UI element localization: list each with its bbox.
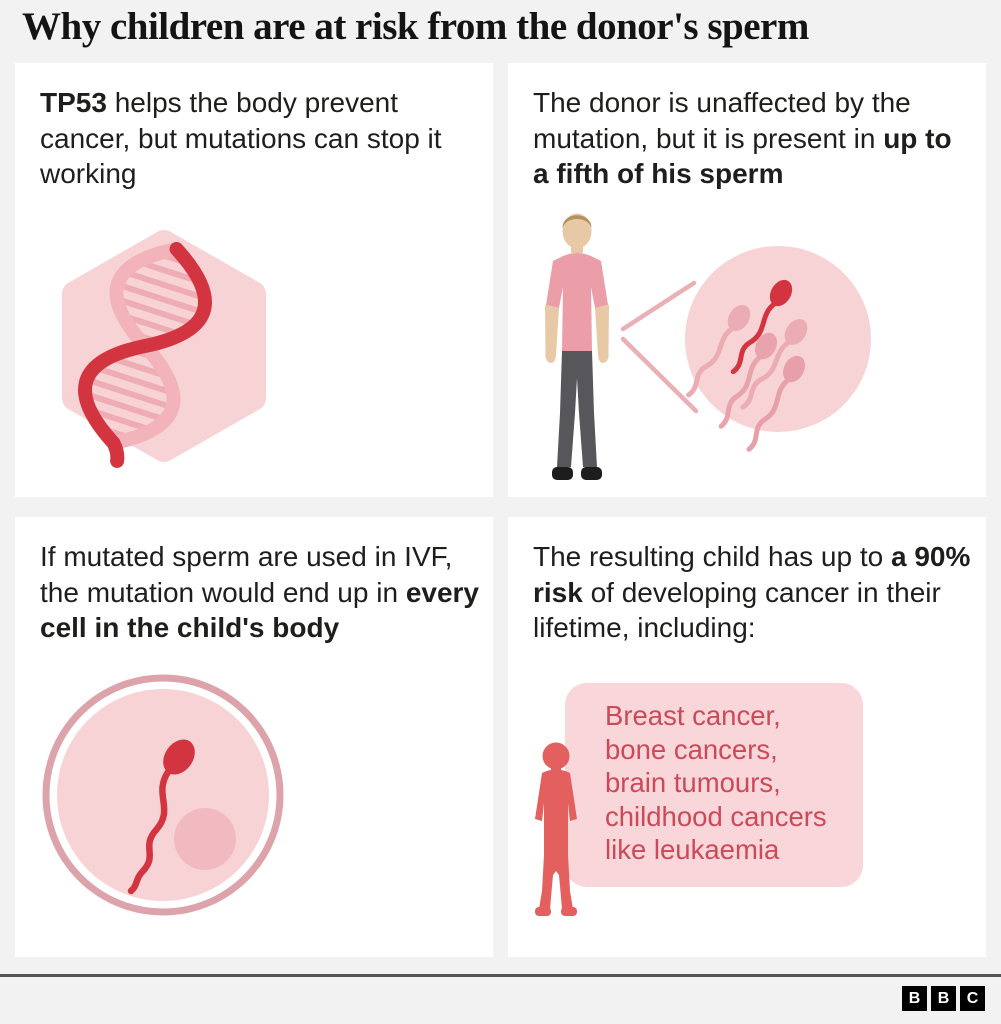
- panel-risk: [508, 517, 986, 957]
- bbc-logo-block-1: B: [902, 986, 927, 1011]
- panel-donor: [508, 63, 986, 497]
- tp53-plain-text: helps the body prevent cancer, but mutations can stop it working: [40, 87, 442, 190]
- cancer-line-4: childhood cancers: [605, 800, 827, 832]
- cancer-line-1: Breast cancer,: [605, 700, 781, 731]
- cancer-line-3: brain tumours,: [605, 767, 781, 799]
- bbc-logo-block-2: B: [931, 986, 956, 1011]
- cancer-line-5: like leukaemia: [605, 834, 780, 866]
- cancer-line-2: bone cancers,: [605, 733, 778, 765]
- page-title: Why children are at risk from the donor's sperm: [22, 5, 809, 48]
- bbc-logo: [902, 986, 985, 1011]
- risk-plain-text-1: The resulting child has up to: [533, 541, 891, 572]
- donor-bold-text: up to a fifth of his sperm: [533, 122, 952, 190]
- cancer-list: [605, 699, 827, 867]
- tp53-bold-text: TP53: [40, 87, 107, 118]
- bbc-logo-block-3: C: [960, 986, 985, 1011]
- child-figure-icon: [530, 741, 584, 919]
- panel-donor-text: [533, 85, 973, 192]
- donor-plain-text: The donor is unaffected by the mutation, but it is present in: [533, 87, 911, 154]
- panel-risk-text: [533, 539, 973, 646]
- panel-ivf-text: [40, 539, 480, 646]
- risk-bold-text: a 90% risk: [533, 541, 971, 608]
- panel-ivf: [15, 517, 493, 957]
- fertilisation-icon: [35, 667, 291, 923]
- dna-helix-icon: [48, 221, 280, 471]
- cancer-list-box: [565, 683, 863, 887]
- footer-divider: [0, 974, 1001, 977]
- ivf-plain-text: If mutated sperm are used in IVF, the mutation would end up in: [40, 541, 453, 608]
- panel-tp53-text: [40, 85, 480, 192]
- panel-tp53: [15, 63, 493, 497]
- ivf-bold-text: every cell in the child's body: [40, 576, 479, 644]
- donor-figure-icon: [545, 214, 609, 481]
- donor-sperm-icon: [526, 199, 976, 491]
- risk-plain-text-2: of developing cancer in their lifetime, including:: [533, 576, 941, 644]
